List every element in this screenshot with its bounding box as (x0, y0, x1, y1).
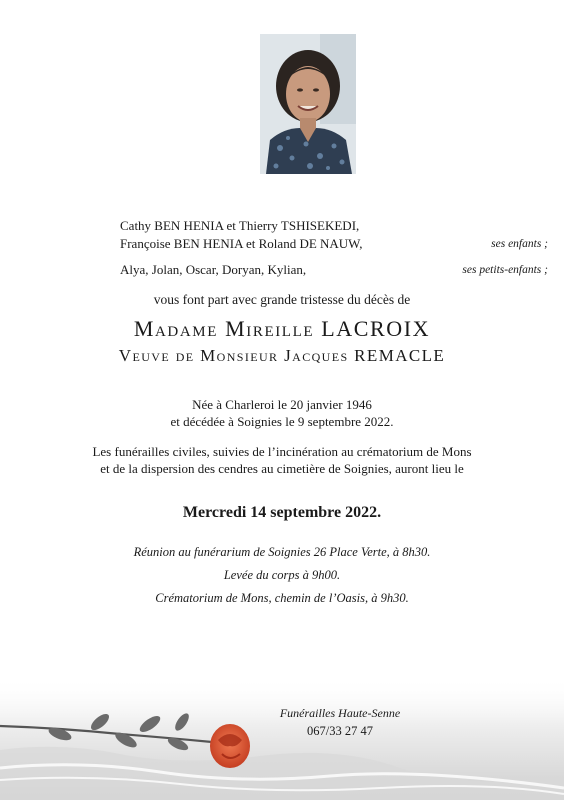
announcement-intro: vous font part avec grande tristesse du décès de (153, 292, 411, 307)
children-role: ses enfants ; (491, 238, 548, 250)
ceremony-line-1: Les funérailles civiles, suivies de l’incinération au crématorium de Mons (92, 444, 472, 459)
portrait-photo (260, 34, 356, 174)
funeral-home-phone: 067/33 27 47 (307, 724, 373, 738)
funeral-home-name: Funérailles Haute-Senne (279, 706, 401, 720)
grandchildren-line: Alya, Jolan, Oscar, Doryan, Kylian, (120, 262, 307, 277)
widow-of: Veuve de Monsieur Jacques REMACLE (118, 346, 446, 365)
death-line: et décédée à Soignies le 9 septembre 2022. (170, 414, 394, 429)
grandchildren-role: ses petits-enfants ; (462, 264, 548, 276)
children-line-2: Françoise BEN HENIA et Roland DE NAUW, (120, 236, 363, 251)
schedule-item: Levée du corps à 9h00. (223, 568, 341, 582)
children-line-1: Cathy BEN HENIA et Thierry TSHISEKEDI, (120, 218, 360, 233)
ceremony-date: Mercredi 14 septembre 2022. (182, 504, 382, 521)
birth-line: Née à Charleroi le 20 janvier 1946 (192, 397, 372, 412)
deceased-name: Madame Mireille LACROIX (133, 316, 431, 341)
ceremony-line-2: et de la dispersion des cendres au cimetière de Soignies, auront lieu le (100, 461, 464, 476)
schedule-item: Réunion au funérarium de Soignies 26 Place Verte, à 8h30. (133, 545, 431, 559)
schedule-item: Crématorium de Mons, chemin de l’Oasis, à 9h30. (155, 591, 409, 605)
